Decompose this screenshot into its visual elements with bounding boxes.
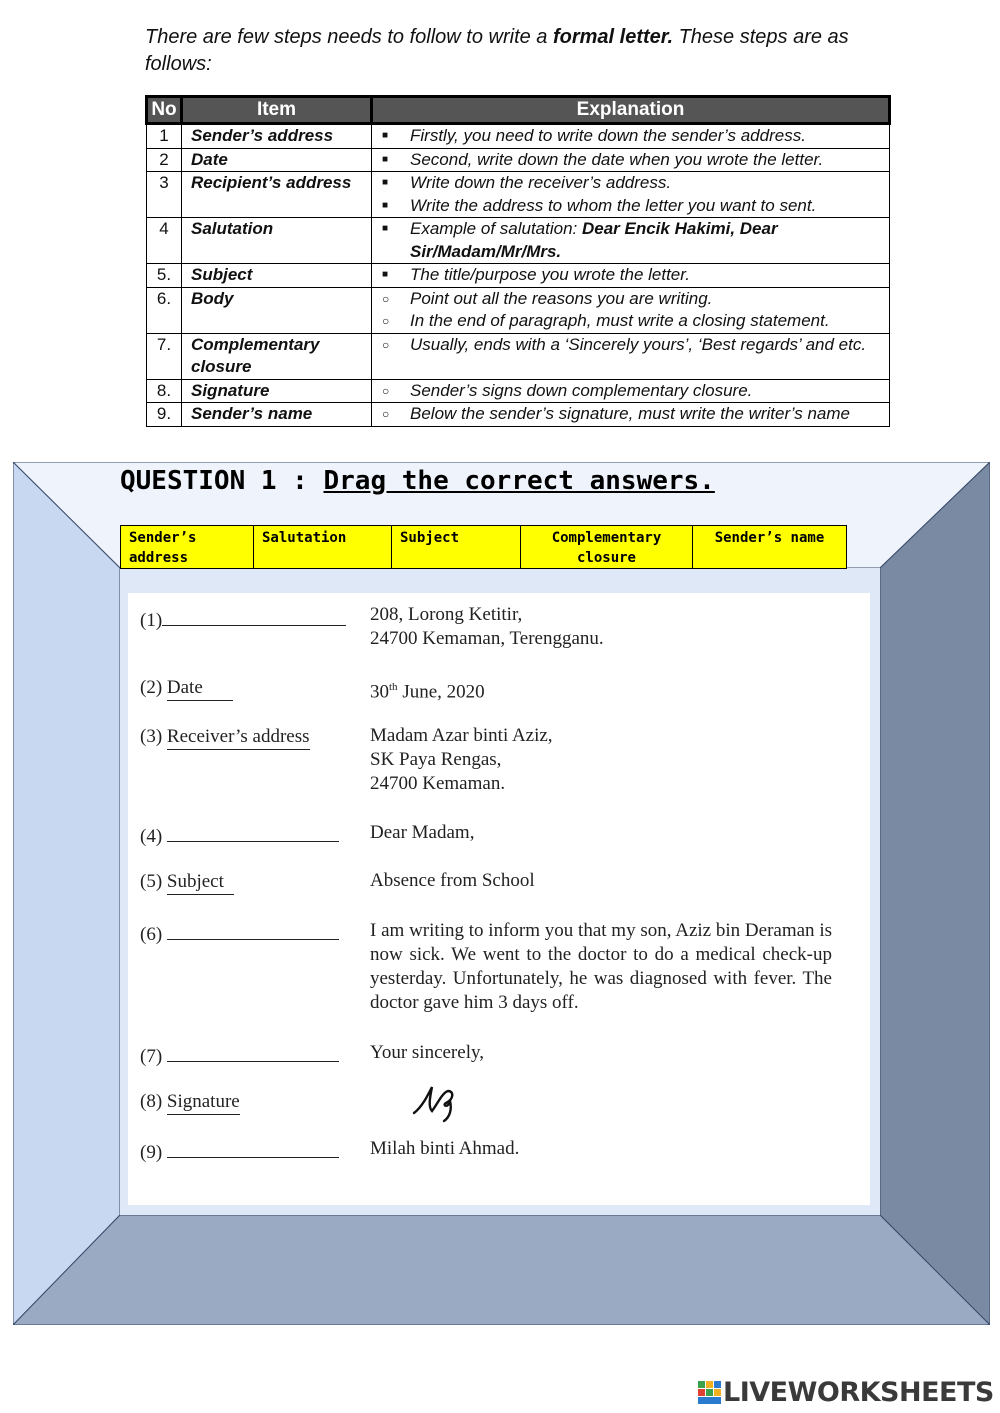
row-no: 5. — [147, 264, 182, 288]
question-title — [120, 466, 715, 496]
row-no: 7. — [147, 333, 182, 379]
address-line: 24700 Kemaman. — [370, 773, 506, 794]
address-line: 24700 Kemaman, Terengganu. — [370, 628, 604, 649]
row-no: 2 — [147, 148, 182, 172]
square-bullet-icon: ■ — [382, 223, 389, 234]
row-item: Complementary closure — [182, 333, 372, 379]
row-no: 6. — [147, 287, 182, 333]
row-item: Body — [182, 287, 372, 333]
row-explanation — [372, 148, 890, 172]
brand-name: LIVEWORKSHEETS — [723, 1377, 994, 1408]
letter-label-5: (5) Subject — [140, 871, 234, 893]
answer-option[interactable]: Salutation — [254, 526, 392, 568]
sender-address — [370, 603, 604, 651]
header-no: No — [147, 97, 182, 124]
intro-part2: These steps are as follows: — [145, 26, 849, 75]
square-bullet-icon: ■ — [382, 177, 389, 188]
letter-label-7: (7) — [140, 1043, 339, 1068]
steps-table — [145, 95, 891, 427]
row-explanation — [372, 403, 890, 427]
explanation-point: ○ Usually, ends with a ‘Sincerely yours’, ‘Best regards’ and etc. — [378, 334, 883, 357]
drop-zone-6[interactable] — [167, 921, 339, 940]
row-explanation — [372, 218, 890, 264]
square-bullet-icon: ■ — [382, 130, 389, 141]
letter-body: I am writing to inform you that my son, Aziz bin Deraman is now sick. We went to the doctor to do a medical check-up yesterday. Unfortunately, he was diagnosed with fever. The doctor gave him 3 days off. — [370, 920, 832, 1013]
explanation-point: ■ Write down the receiver’s address. — [378, 172, 883, 195]
address-line: Madam Azar binti Aziz, — [370, 725, 553, 746]
explanation-point: ■ Firstly, you need to write down the sender’s address. — [378, 125, 883, 148]
row-no: 8. — [147, 379, 182, 403]
circle-bullet-icon: ○ — [382, 383, 390, 398]
square-bullet-icon: ■ — [382, 199, 389, 211]
letter-subject: Absence from School — [370, 870, 535, 891]
answer-options-bar — [120, 525, 847, 569]
answer-option[interactable]: Sender’s name — [714, 530, 825, 546]
intro-bold: formal letter. — [552, 26, 674, 48]
letter-date: 30th June, 2020 — [370, 681, 485, 703]
circle-bullet-icon: ○ — [382, 291, 390, 306]
liveworksheets-logo-icon — [697, 1380, 723, 1406]
header-item: Item — [182, 97, 372, 124]
explanation-point: ○ Below the sender’s signature, must write the writer’s name — [378, 403, 883, 426]
drop-zone-4[interactable] — [167, 823, 339, 842]
letter-label-9: (9) — [140, 1139, 339, 1164]
table-row — [147, 287, 890, 333]
letter-sender-name: Milah binti Ahmad. — [370, 1138, 520, 1159]
header-explanation: Explanation — [372, 97, 890, 124]
row-no: 9. — [147, 403, 182, 427]
letter-sheet — [128, 593, 870, 1205]
row-item: Sender’s name — [182, 403, 372, 427]
frame-bevel-left — [13, 462, 120, 1325]
circle-bullet-icon: ○ — [382, 407, 390, 421]
explanation-point: ○ Sender’s signs down complementary closure. — [378, 380, 883, 403]
row-item: Date — [182, 148, 372, 172]
letter-label-8: (8) Signature — [140, 1091, 240, 1113]
row-explanation — [372, 264, 890, 288]
row-explanation — [372, 287, 890, 333]
row-item: Salutation — [182, 218, 372, 264]
drop-zone-9[interactable] — [167, 1139, 339, 1158]
letter-label-3: (3) Receiver’s address — [140, 726, 310, 748]
row-item: Sender’s address — [182, 124, 372, 149]
drop-zone-1[interactable] — [162, 607, 346, 626]
letter-label-6: (6) — [140, 921, 339, 946]
liveworksheets-logo — [697, 1377, 994, 1408]
row-explanation — [372, 172, 890, 218]
explanation-point: ■ Example of salutation: Dear Encik Hakimi, Dear Sir/Madam/Mr/Mrs. — [382, 219, 778, 261]
receiver-address — [370, 724, 553, 796]
answer-option[interactable]: Complementary closure — [521, 526, 693, 568]
explanation-point: ■ Write the address to whom the letter you want to sent. — [378, 195, 883, 218]
table-row — [147, 333, 890, 379]
signature-image — [408, 1081, 468, 1123]
letter-closure: Your sincerely, — [370, 1042, 484, 1063]
explanation-point: ○ In the end of paragraph, must write a closing statement. — [378, 310, 883, 333]
frame-bevel-bottom — [13, 1215, 990, 1325]
address-line: 208, Lorong Ketitir, — [370, 604, 523, 625]
table-row — [147, 172, 890, 218]
letter-salutation: Dear Madam, — [370, 822, 475, 843]
question-instruction: Drag the correct answers. — [323, 466, 715, 496]
letter-label-2: (2) Date — [140, 677, 233, 699]
address-line: SK Paya Rengas, — [370, 749, 502, 770]
row-explanation — [372, 124, 890, 149]
row-explanation — [372, 379, 890, 403]
square-bullet-icon: ■ — [382, 269, 389, 280]
row-no: 1 — [147, 124, 182, 149]
intro-text — [145, 24, 865, 78]
question-prefix: QUESTION 1 : — [120, 466, 324, 496]
row-item: Recipient’s address — [182, 172, 372, 218]
answer-option[interactable]: Subject — [392, 526, 521, 568]
table-row — [147, 379, 890, 403]
circle-bullet-icon: ○ — [382, 314, 390, 328]
table-row — [147, 124, 890, 149]
square-bullet-icon: ■ — [382, 153, 389, 165]
letter-label-1: (1) — [140, 607, 346, 632]
drop-zone-7[interactable] — [167, 1043, 339, 1062]
frame-bevel-right — [880, 462, 990, 1325]
table-row — [147, 264, 890, 288]
circle-bullet-icon: ○ — [382, 337, 390, 352]
row-explanation — [372, 333, 890, 379]
explanation-point: ■ The title/purpose you wrote the letter. — [378, 264, 883, 287]
letter-label-4: (4) — [140, 823, 339, 848]
row-no: 3 — [147, 172, 182, 218]
table-header-row — [147, 97, 890, 124]
row-item: Signature — [182, 379, 372, 403]
row-no: 4 — [147, 218, 182, 264]
explanation-point: ■ Second, write down the date when you wrote the letter. — [378, 149, 883, 172]
explanation-point: ○ Point out all the reasons you are writing. — [378, 288, 883, 311]
row-item: Subject — [182, 264, 372, 288]
table-row — [147, 403, 890, 427]
table-row — [147, 218, 890, 264]
table-row — [147, 148, 890, 172]
intro-part1: There are few steps needs to follow to write a — [145, 26, 553, 48]
answer-option[interactable]: Sender’s address — [121, 526, 254, 568]
